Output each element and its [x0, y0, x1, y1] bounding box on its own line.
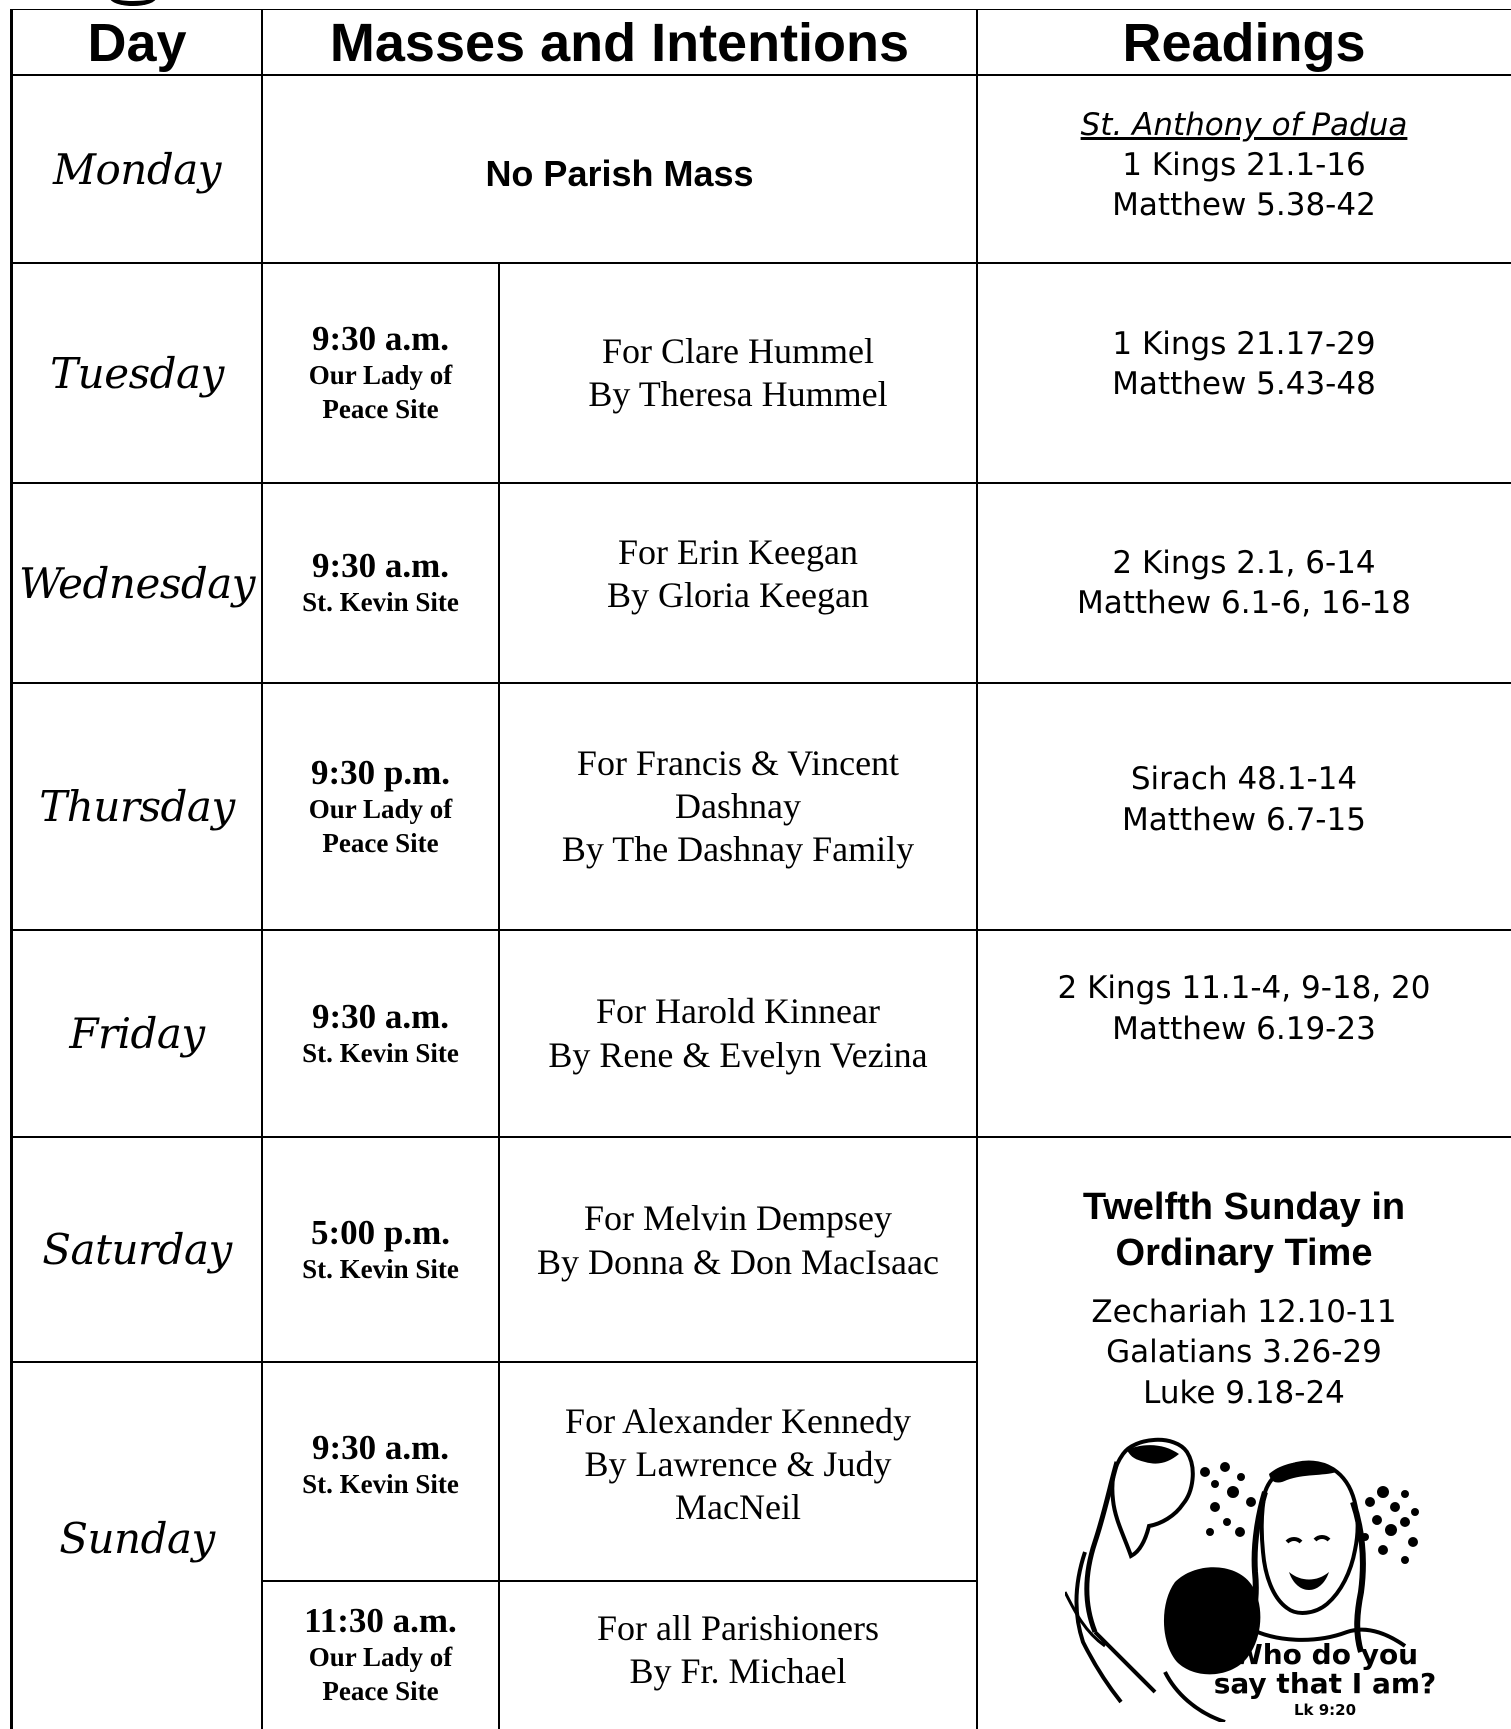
sunday-title: Ordinary Time [1115, 1231, 1373, 1274]
mass-time: 11:30 a.m. [304, 1601, 457, 1641]
intention-thursday [499, 683, 977, 930]
reading-line: Luke 9.18-24 [1143, 1374, 1345, 1411]
intention-line: For Harold Kinnear [596, 991, 880, 1032]
day-thursday: Thursday [39, 782, 235, 831]
reading-line: Sirach 48.1-14 [1130, 761, 1358, 798]
mass-time-tuesday [262, 263, 499, 483]
illustration-caption [1200, 1640, 1450, 1699]
readings-thursday [977, 683, 1511, 930]
mass-site: Peace Site [322, 1676, 439, 1707]
grid-line [10, 1136, 1511, 1138]
readings-monday [977, 75, 1511, 263]
mass-time-sunday-1 [262, 1362, 499, 1581]
grid-line [10, 1361, 977, 1363]
readings-friday [977, 930, 1511, 1137]
reading-line: 2 Kings 11.1-4, 9-18, 20 [1057, 970, 1431, 1007]
day-wednesday: Wednesday [18, 558, 256, 608]
intention-sunday-1 [499, 1362, 977, 1581]
reading-line: Galatians 3.26-29 [1106, 1334, 1382, 1371]
mass-time: 9:30 a.m. [311, 319, 450, 359]
grid-line [10, 482, 1511, 484]
mass-site: Peace Site [322, 827, 439, 858]
mass-site: Our Lady of [308, 360, 453, 391]
intention-line: For Erin Keegan [618, 531, 858, 572]
mass-site: St. Kevin Site [302, 587, 459, 618]
header-masses: Masses and Intentions [329, 12, 910, 73]
intention-line: By Fr. Michael [629, 1651, 847, 1691]
intention-line: Dashnay [675, 785, 801, 826]
mass-site: St. Kevin Site [302, 1253, 459, 1284]
readings-wednesday [977, 483, 1511, 683]
reading-line: Matthew 6.19-23 [1112, 1010, 1376, 1047]
reading-line: Matthew 5.43-48 [1112, 366, 1376, 402]
mass-time: 9:30 p.m. [310, 752, 451, 792]
mass-site: St. Kevin Site [302, 1468, 459, 1499]
intention-friday [499, 930, 977, 1137]
reading-line: Zechariah 12.10-11 [1091, 1294, 1397, 1331]
header-day: Day [87, 12, 187, 73]
caption-line: Who do you [1231, 1638, 1419, 1671]
reading-line: 2 Kings 2.1, 6-14 [1112, 544, 1376, 581]
grid-line [10, 74, 1511, 76]
day-saturday: Saturday [42, 1225, 232, 1274]
reading-line: 1 Kings 21.1-16 [1122, 146, 1366, 183]
intention-wednesday [499, 483, 977, 683]
grid-line [10, 262, 1511, 264]
day-tuesday: Tuesday [50, 348, 224, 398]
day-friday: Friday [69, 1009, 205, 1058]
feast-title: St. Anthony of Padua [1080, 106, 1408, 143]
intention-sunday-2 [499, 1581, 977, 1729]
grid-line [261, 9, 263, 1729]
mass-time: 9:30 a.m. [311, 996, 450, 1036]
intention-line: For Clare Hummel [602, 330, 874, 371]
intention-line: For Francis & Vincent [576, 742, 900, 783]
grid-line [262, 1580, 977, 1582]
illustration-reference: Lk 9:20 [1293, 1701, 1357, 1719]
header-readings: Readings [1122, 12, 1366, 73]
mass-time-sunday-2 [262, 1581, 499, 1729]
intention-line: By Donna & Don MacIsaac [537, 1241, 939, 1282]
day-monday: Monday [53, 144, 221, 194]
mass-time-saturday [262, 1137, 499, 1362]
mass-time: 9:30 a.m. [311, 546, 450, 585]
intention-tuesday [499, 263, 977, 483]
mass-site: Peace Site [322, 394, 439, 425]
intention-line: MacNeil [675, 1487, 801, 1528]
day-sunday: Sunday [59, 1514, 215, 1563]
intention-line: For Alexander Kennedy [565, 1400, 911, 1441]
mass-site: Our Lady of [308, 1642, 453, 1673]
readings-weekend [977, 1185, 1511, 1435]
grid-line [976, 9, 978, 1729]
caption-line: say that I am? [1213, 1667, 1437, 1701]
mass-site: Our Lady of [308, 793, 453, 824]
reading-line: Matthew 6.1-6, 16-18 [1077, 585, 1411, 621]
intention-line: For all Parishioners [597, 1607, 879, 1648]
reading-line: Matthew 6.7-15 [1122, 801, 1366, 838]
mass-time-wednesday [262, 483, 499, 683]
intention-line: By Lawrence & Judy [584, 1443, 892, 1484]
decorative-curl [110, 0, 156, 6]
grid-line [10, 929, 1511, 931]
sunday-title: Twelfth Sunday in [1082, 1186, 1406, 1228]
top-border-fragment [0, 0, 1511, 10]
intention-line: By Gloria Keegan [607, 575, 869, 615]
mass-time-friday [262, 930, 499, 1137]
mass-site: St. Kevin Site [302, 1037, 459, 1068]
grid-line [10, 682, 1511, 684]
reading-line: 1 Kings 21.17-29 [1112, 325, 1376, 362]
no-parish-mass: No Parish Mass [485, 153, 754, 194]
mass-time: 9:30 a.m. [311, 1427, 450, 1467]
intention-line: By Rene & Evelyn Vezina [548, 1034, 928, 1075]
intention-line: By The Dashnay Family [561, 829, 915, 870]
reading-line: Matthew 5.38-42 [1112, 187, 1376, 224]
mass-time-thursday [262, 683, 499, 930]
intention-saturday [499, 1137, 977, 1362]
grid-line [10, 9, 13, 1729]
readings-tuesday [977, 263, 1511, 483]
mass-time: 5:00 p.m. [310, 1212, 451, 1252]
intention-line: For Melvin Dempsey [584, 1198, 892, 1239]
intention-line: By Theresa Hummel [588, 374, 888, 414]
